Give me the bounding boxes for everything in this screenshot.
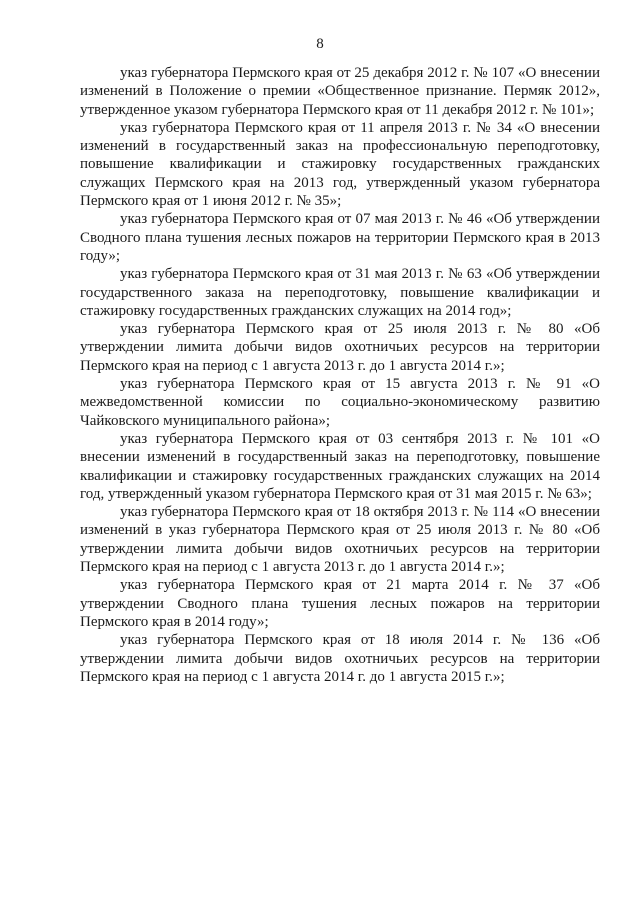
decree-paragraph-2: указ губернатора Пермского края от 11 апреля 2013 г. № 34 «О внесении изменений в государственный заказ на профессиональную переподготовку, повышение квалификации и стажировку государственных гражданских служащих Пермского края на 2013 год, утвержденный указом губернатора Пермского края от 1 июня 2012 г. № 35»; [80, 119, 600, 210]
decree-paragraph-6: указ губернатора Пермского края от 15 августа 2013 г. № 91 «О межведомственной комиссии по социально-экономическому развитию Чайковского муниципального района»; [80, 376, 600, 429]
decree-paragraph-5: указ губернатора Пермского края от 25 июля 2013 г. № 80 «Об утверждении лимита добычи видов охотничьих ресурсов на территории Пермского края на период с 1 августа 2013 г. до 1 августа 2014 г.»; [80, 321, 600, 374]
decree-paragraph-1: указ губернатора Пермского края от 25 декабря 2012 г. № 107 «О внесении изменений в Положение о премии «Общественное признание. Пермяк 2012», утвержденное указом губернатора Пермского края от 11 декабря 2012 г. № 101»; [80, 65, 600, 118]
page-number: 8 [316, 36, 324, 52]
decree-paragraph-3: указ губернатора Пермского края от 07 мая 2013 г. № 46 «Об утверждении Сводного плана тушения лесных пожаров на территории Пермского края в 2013 году»; [80, 211, 600, 264]
decree-paragraph-9: указ губернатора Пермского края от 21 марта 2014 г. № 37 «Об утверждении Сводного плана тушения лесных пожаров на территории Пермского края в 2014 году»; [80, 577, 600, 630]
document-body [80, 64, 600, 686]
decree-paragraph-7: указ губернатора Пермского края от 03 сентября 2013 г. № 101 «О внесении изменений в государственный заказ на переподготовку, повышение квалификации и стажировку государственных гражданских служащих на 2014 год, утвержденный указом губернатора Пермского края от 31 мая 2015 г. № 63»; [80, 430, 600, 502]
decree-paragraph-4: указ губернатора Пермского края от 31 мая 2013 г. № 63 «Об утверждении государственного заказа на переподготовку, повышение квалификации и стажировку государственных гражданских служащих на 2014 год»; [80, 266, 600, 319]
decree-paragraph-10: указ губернатора Пермского края от 18 июля 2014 г. № 136 «Об утверждении лимита добычи видов охотничьих ресурсов на территории Пермского края на период с 1 августа 2014 г. до 1 августа 2015 г.»; [80, 632, 600, 685]
decree-paragraph-8: указ губернатора Пермского края от 18 октября 2013 г. № 114 «О внесении изменений в указ губернатора Пермского края от 25 июля 2013 г. № 80 «Об утверждении лимита добычи видов охотничьих ресурсов на территории Пермского края на период с 1 августа 2013 г. до 1 августа 2014 г.»; [80, 504, 600, 576]
